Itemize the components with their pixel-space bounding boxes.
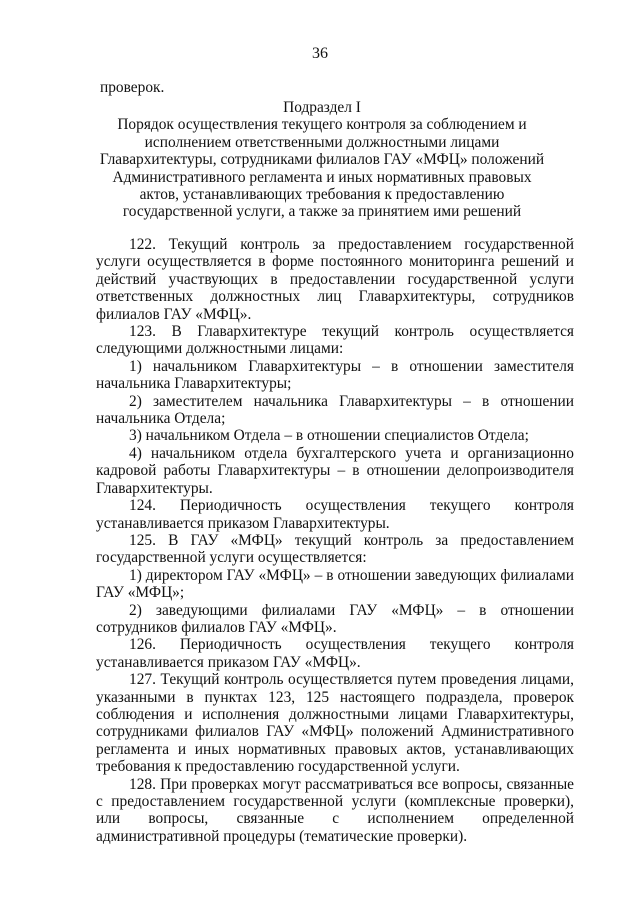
page-number: 36	[312, 45, 328, 62]
paragraph-126: 126. Периодичность осуществления текущего контроля устанавливается приказом ГАУ «МФЦ».	[96, 636, 574, 671]
paragraph-125: 125. В ГАУ «МФЦ» текущий контроль за предоставлением государственной услуги осуществляется:	[96, 531, 574, 567]
paragraph-122: 122. Текущий контроль за предоставлением государственной услуги осуществляется в форме постоянного мониторинга решений и действий участвующих в предоставлении государственной услуги ответственных должностных лиц Главархитектуры, сотрудников филиалов ГАУ «МФЦ».	[96, 236, 574, 323]
paragraph-123-item-2: 2) заместителем начальника Главархитектуры – в отношении начальника Отдела;	[96, 392, 574, 428]
paragraph-123-item-4: 4) начальником отдела бухгалтерского учета и организационно кадровой работы Главархитектуры – в отношении делопроизводителя Главархитектуры.	[96, 444, 574, 497]
paragraph-123-item-1: 1) начальником Главархитектуры – в отношении заместителя начальника Главархитектуры;	[96, 357, 574, 393]
subsection-title: Порядок осуществления текущего контроля за соблюдением и исполнением ответственными должностными лицами Главархитектуры, сотрудниками филиалов ГАУ «МФЦ» положений Административного регламента и иных нормативных правовых актов, устанавливающих требования к предоставлению государственной услуги, а также за принятием ими решений	[99, 116, 545, 221]
paragraph-127: 127. Текущий контроль осуществляется путем проведения лицами, указанными в пунктах 123, 125 настоящего подраздела, проверок соблюдения и исполнения должностными лицами Главархитектуры, сотрудниками филиалов ГАУ «МФЦ» положений Административного регламента и иных нормативных правовых актов, устанавливающих требования к предоставлению государственной услуги.	[96, 671, 574, 776]
paragraph-128: 128. При проверках могут рассматриваться все вопросы, связанные с предоставлением государственной услуги (комплексные проверки), или вопросы, связанные с исполнением определенной административной процедуры (тематические проверки).	[96, 775, 574, 845]
paragraph-125-item-1: 1) директором ГАУ «МФЦ» – в отношении заведующих филиалами ГАУ «МФЦ»;	[96, 566, 574, 602]
paragraph-124: 124. Периодичность осуществления текущего контроля устанавливается приказом Главархитектуры.	[96, 497, 574, 532]
document-body	[96, 236, 574, 845]
paragraph-123-item-3: 3) начальником Отдела – в отношении специалистов Отдела;	[129, 427, 529, 445]
subsection-label: Подраздел I	[283, 99, 361, 116]
previous-page-tail: проверок.	[100, 79, 165, 96]
paragraph-123: 123. В Главархитектуре текущий контроль осуществляется следующими должностными лицами:	[96, 323, 574, 358]
paragraph-125-item-2: 2) заведующими филиалами ГАУ «МФЦ» – в отношении сотрудников филиалов ГАУ «МФЦ».	[96, 601, 574, 636]
subsection-heading	[96, 99, 548, 221]
